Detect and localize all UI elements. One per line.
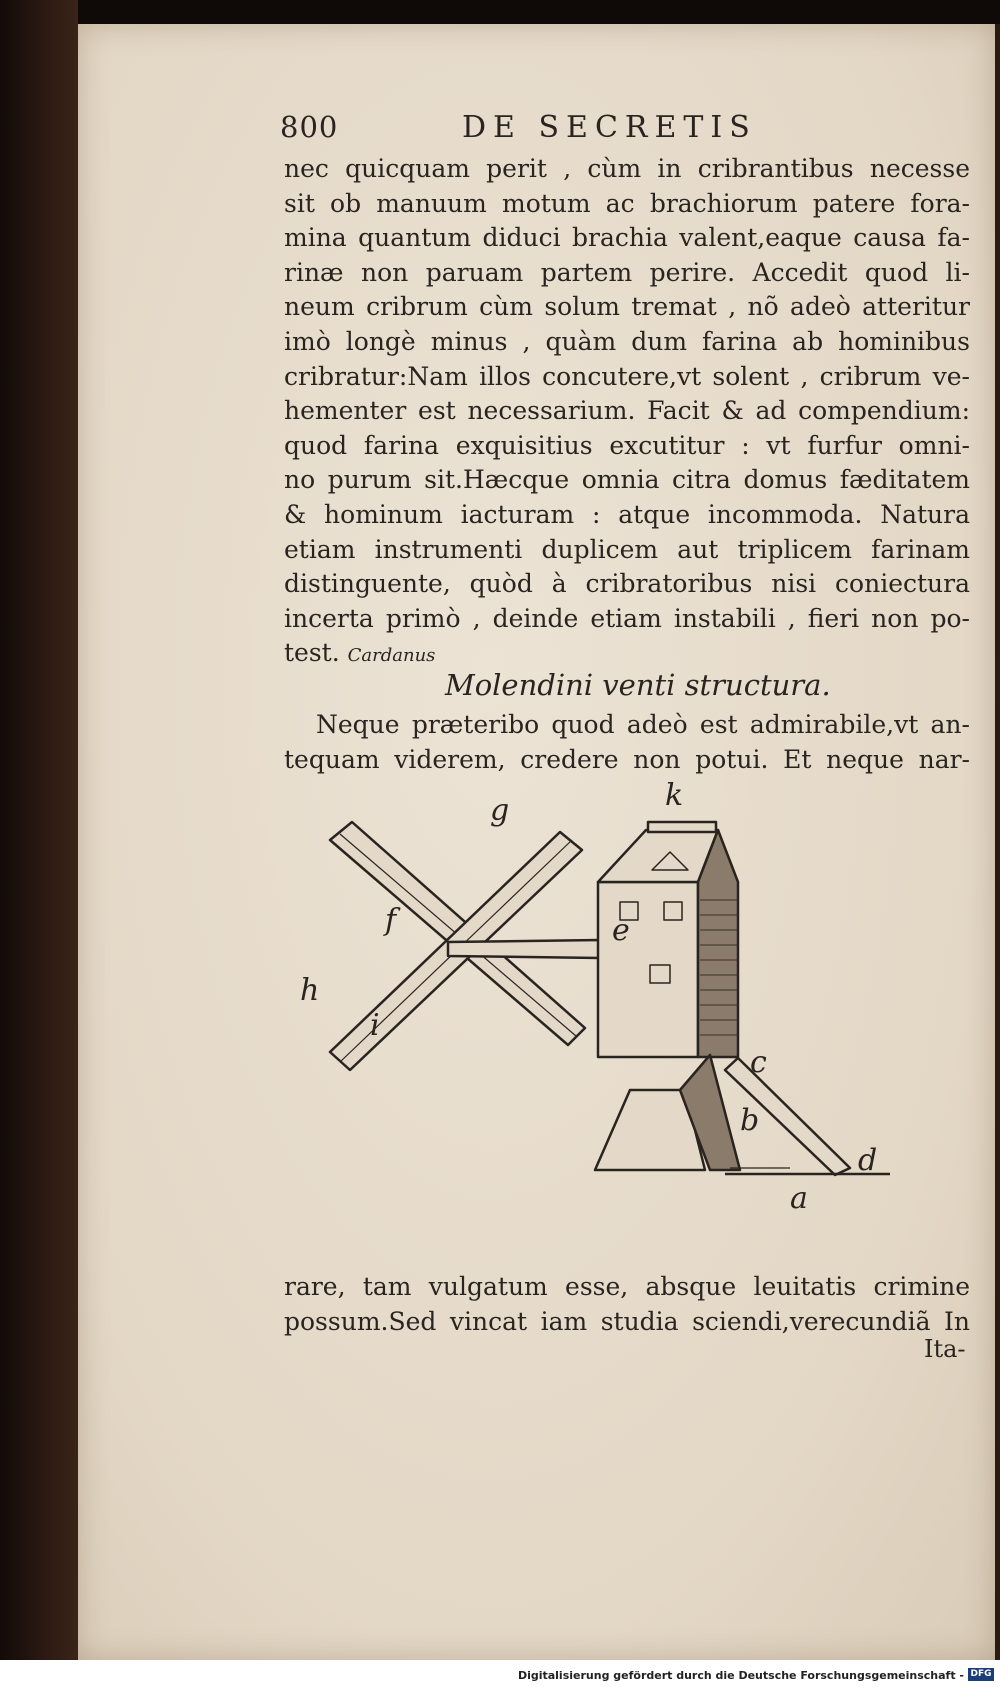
label-g: g	[490, 793, 510, 828]
roof-ridge	[648, 822, 716, 832]
text-line: Neque præteribo quod adeò est admirabile,vt an-	[316, 710, 970, 739]
text-line: etiam instrumenti duplicem aut triplicem farinam	[284, 534, 970, 564]
text-line: imò longè minus , quàm dum farina ab hominibus	[284, 326, 970, 356]
text-line: neum cribrum cùm solum tremat , nõ adeò atteritur	[284, 292, 970, 322]
label-e: e	[612, 913, 630, 948]
windmill-woodcut	[300, 778, 970, 1230]
dfg-logo-icon: DFG	[968, 1668, 994, 1681]
label-h: h	[300, 973, 320, 1008]
scan-left-edge	[0, 0, 78, 1687]
text-line: distinguente, quòd à cribratoribus nisi coniectura	[284, 569, 970, 599]
text-line: possum.Sed vincat iam studia sciendi,verecundiã In	[284, 1306, 970, 1336]
text-line: sit ob manuum motum ac brachiorum patere fora-	[284, 188, 970, 218]
text-line: rinæ non paruam partem perire. Accedit quod li-	[284, 257, 970, 287]
text-line: rare, tam vulgatum esse, absque leuitatis crimine	[284, 1272, 970, 1301]
label-a: a	[790, 1181, 808, 1216]
section-title: Molendini venti structura.	[445, 668, 831, 702]
last-line-text: test.	[284, 638, 340, 668]
label-c: c	[750, 1045, 767, 1080]
text-line: no purum sit.Hæcque omnia citra domus fæditatem	[284, 465, 970, 495]
text-line: cribratur:Nam illos concutere,vt solent , cribrum ve-	[284, 361, 970, 391]
paragraph-2	[284, 708, 970, 777]
text-line: quod farina exquisitius excutitur : vt furfur omni-	[284, 430, 970, 460]
label-i: i	[370, 1008, 380, 1043]
mill-body	[598, 882, 698, 1057]
scan-right-edge	[995, 24, 1000, 1660]
text-line: incerta primò , deinde etiam instabili , fieri non po-	[284, 603, 970, 633]
page-number: 800	[280, 110, 339, 144]
paragraph-1	[284, 152, 970, 674]
scan-top-edge	[0, 0, 1000, 24]
mill-side	[698, 830, 738, 1057]
footer-credit: Digitalisierung gefördert durch die Deutsche Forschungsgemeinschaft -	[517, 1669, 964, 1682]
catchword: Ita-	[924, 1335, 966, 1363]
running-title: DE SECRETIS	[462, 110, 757, 145]
text-line: nec quicquam perit , cùm in cribrantibus necesse	[284, 154, 970, 183]
label-d: d	[858, 1143, 878, 1178]
paragraph-3	[284, 1270, 970, 1339]
label-k: k	[665, 778, 684, 813]
author-signature: Cardanus	[347, 645, 436, 667]
axle	[448, 940, 600, 958]
label-b: b	[740, 1103, 760, 1138]
text-line: hementer est necessarium. Facit & ad compendium:	[284, 396, 970, 426]
text-line: mina quantum diduci brachia valent,eaque causa fa-	[284, 223, 970, 253]
page-header	[280, 110, 980, 150]
text-line: tequam viderem, credere non potui. Et neque nar-	[284, 744, 970, 774]
text-line: & hominum iacturam : atque incommoda. Natura	[284, 499, 970, 529]
label-f: f	[385, 903, 397, 938]
